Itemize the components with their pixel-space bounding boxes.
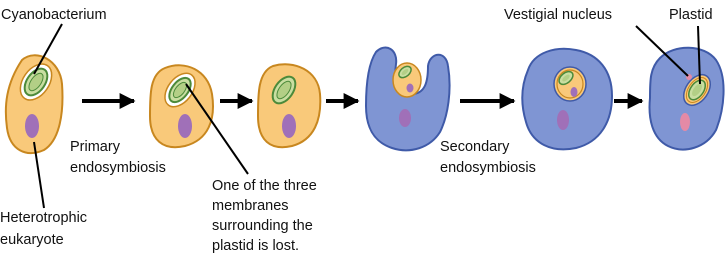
cell-heterotrophic-eukaryote bbox=[6, 55, 63, 153]
label-heterotrophic-line2: eukaryote bbox=[0, 232, 64, 248]
alga-nucleus bbox=[571, 87, 578, 97]
label-cyanobacterium: Cyanobacterium bbox=[1, 7, 107, 23]
alga-nucleus bbox=[407, 84, 414, 93]
cell-secondary-host-with-alga bbox=[522, 49, 612, 150]
cell-secondary-plastid bbox=[650, 48, 724, 150]
host-nucleus bbox=[557, 110, 569, 130]
label-membrane-lost-line4: plastid is lost. bbox=[212, 238, 300, 254]
nucleus bbox=[178, 114, 192, 138]
engulfed-alga bbox=[393, 63, 421, 97]
label-primary-line1: Primary bbox=[70, 139, 120, 155]
label-plastid: Plastid bbox=[669, 7, 713, 23]
host-nucleus bbox=[680, 113, 690, 131]
label-vestigial-nucleus: Vestigial nucleus bbox=[504, 7, 613, 23]
cell-primary-plastid-two-membranes bbox=[258, 64, 320, 147]
label-primary-line2: endosymbiosis bbox=[70, 160, 166, 176]
nucleus bbox=[25, 114, 39, 138]
cell-primary-plastid-three-membranes bbox=[150, 65, 213, 147]
label-membrane-lost-line3: surrounding the bbox=[212, 218, 313, 234]
nucleus bbox=[282, 114, 296, 138]
labels bbox=[0, 7, 713, 254]
label-secondary-line1: Secondary bbox=[440, 139, 510, 155]
cell-secondary-host-engulfing bbox=[366, 48, 450, 151]
label-heterotrophic-line1: Heterotrophic bbox=[0, 210, 88, 226]
label-membrane-lost-line1: One of the three bbox=[212, 178, 317, 194]
label-secondary-line2: endosymbiosis bbox=[440, 160, 536, 176]
label-membrane-lost-line2: membranes bbox=[212, 198, 289, 214]
host-nucleus bbox=[399, 109, 411, 127]
internalized-alga bbox=[554, 67, 586, 101]
